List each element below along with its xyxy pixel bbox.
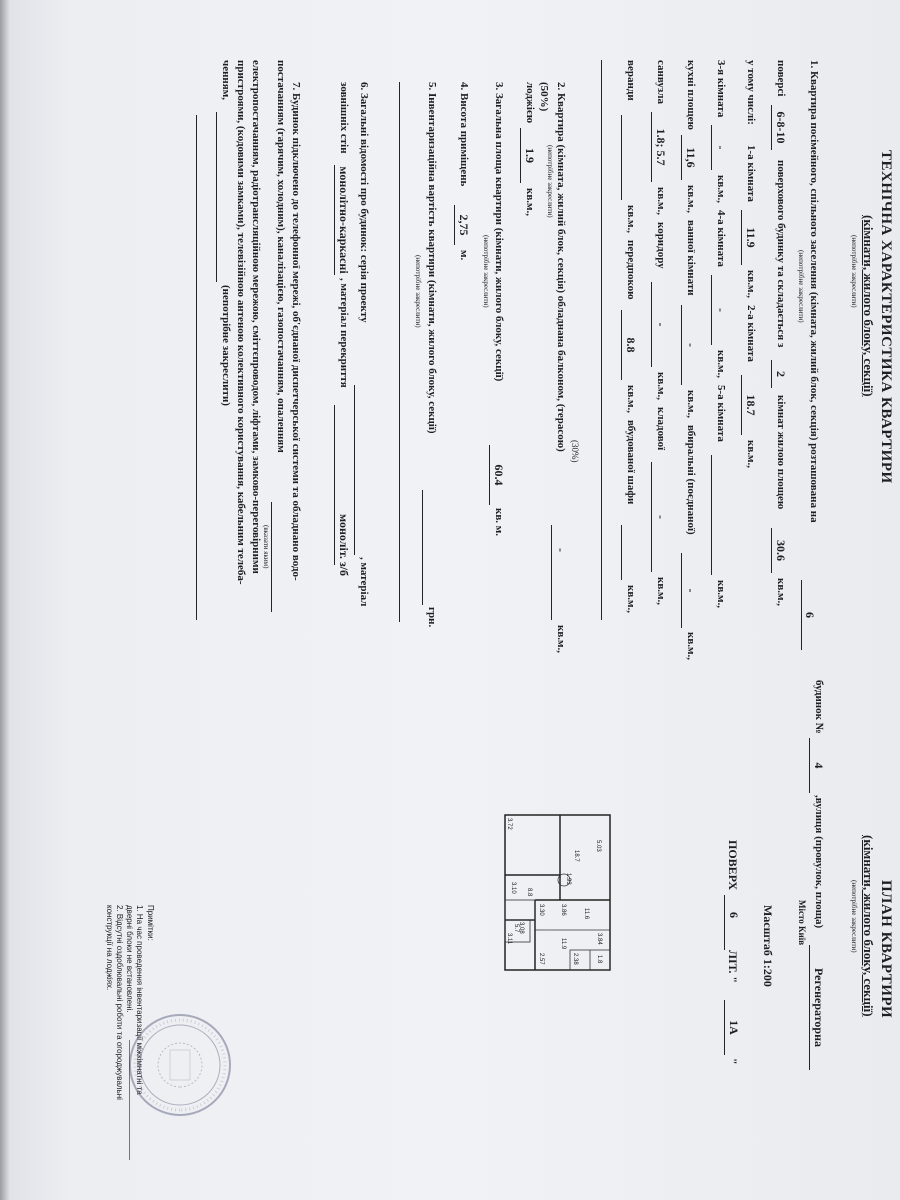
p7-line1: 7. Будинок підключено до телефонної мережі, об'єднаної диспетчерської системи та обладнано водо- (290, 82, 302, 581)
veranda-label: веранди (625, 60, 637, 101)
p7-unneeded: (непотрібне закреслити) (220, 285, 232, 406)
wc-label: вбиральні (поєднаної) (685, 425, 697, 535)
storage-unit: кв.м., (655, 577, 667, 606)
p2-loggia-label: лоджією (524, 82, 536, 124)
bath-label: ванної кімнати (685, 220, 697, 296)
plan-room-1: 18.7 (573, 850, 579, 862)
room2-value: 18.7 (744, 394, 758, 416)
room1-label: 1-а кімната (745, 145, 757, 202)
sanuzel-label: санвузла (655, 60, 667, 105)
p5-text: 5. Інвентаризаційна вартість квартири (кімнати, жилого блоку, секції) (426, 82, 438, 434)
plan-dim-3: 3.30 (538, 904, 544, 916)
total-area-unit: кв. м. (493, 508, 505, 537)
plan-dim-5: 3.86 (560, 904, 566, 916)
living-area: 30.6 (774, 540, 788, 561)
plan-subtitle-note: (непотрібне закреслити) (850, 880, 858, 953)
p7-line3: електропостачанням, радіотрансляційною мережою, сміттєпроводом, ліфтами, замково-переговірними (250, 60, 262, 574)
building-label: будинок № (813, 680, 825, 734)
p1-text: 1. Квартира посімейного, спільного заселення (кімната, жилий блок, секція) розташована на (808, 60, 820, 523)
plan-dim-10: 3.84 (596, 933, 602, 945)
p6-walls-label: зовнішніх стін (338, 82, 350, 154)
room4-unit: кв.м., (715, 350, 727, 379)
p1-text3: кімнат жилою площею (775, 395, 787, 510)
storage-label: кладової (655, 407, 667, 451)
lit-end: " (726, 1058, 740, 1065)
plan-walls (505, 815, 610, 970)
room1-value: 11.9 (744, 227, 758, 248)
rooms-count: 2 (774, 371, 788, 377)
tech-title: ТЕХНІЧНА ХАРАКТЕРИСТИКА КВАРТИРИ (878, 150, 894, 484)
building-no: 4 (812, 762, 826, 769)
note-2: 2. Відсутні оздоблювальні роботи та огороджувальні (115, 905, 124, 1100)
plan-subtitle: (кімнати, жилого блоку, секції) (861, 835, 876, 1017)
corridor-unit: кв.м., (655, 372, 667, 401)
p5-unit: грн. (426, 607, 438, 628)
sanuzel-unit: кв.м., (655, 187, 667, 216)
plan-dim-8: 2.57 (538, 953, 544, 965)
plan-floor: 6 (727, 912, 741, 918)
bath-unit: кв.м., (685, 390, 697, 419)
p2-text: 2. Квартира (кімната, жилий блок, секція) обладнана балконом, (терасою) (555, 82, 567, 452)
room1-unit: кв.м., (745, 270, 757, 299)
street-label: ,вулиця (провулок, площа) (813, 795, 825, 929)
p6-text: 6. Загальні відомості про будинок: серія проекту (358, 82, 370, 323)
room4-label: 4-а кімната (715, 210, 727, 267)
floor-plan (490, 810, 620, 975)
lit-label: ЛІТ. " (726, 950, 740, 984)
round-stamp (125, 1010, 235, 1120)
p5-note: (непотрібне закреслити) (414, 255, 422, 328)
p1-note: (непотрібне закреслити) (797, 250, 805, 323)
plan-title: ПЛАН КВАРТИРИ (878, 880, 894, 1019)
notes-title: Примітки: (146, 905, 155, 941)
room5-unit: кв.м., (715, 580, 727, 609)
plan-floor-label: ПОВЕРХ (726, 840, 740, 891)
kitchen-label: кухні площею (685, 60, 697, 130)
p2-note: (непотрібне закреслити) (546, 145, 554, 218)
wardrobe-unit: кв.м., (625, 585, 637, 614)
plan-dim-2: 3.72 (506, 818, 512, 830)
note-1b: дверні блоки не встановлені. (125, 905, 134, 1013)
city: Місто Київ (797, 900, 807, 946)
p3-note: (непотрібне закреслити) (482, 235, 490, 308)
p6-walls: монолітно-каркасні (337, 166, 351, 274)
p7-spec-note: (вказати яким) (262, 525, 270, 569)
p7-line2: постачанням (гарячим, холодним), каналізацією, газопостачанням, опаленням (275, 60, 287, 453)
tech-subtitle: (кімнати, жилого блоку, секції) (861, 215, 876, 397)
plan-room-3: 8.8 (526, 888, 532, 897)
floor-label: поверсі (775, 60, 787, 97)
p7-line4: пристроями, (кодовими замками), телевізійною антеною колективного користування, кабельним телеба- (235, 60, 247, 585)
hall-value: 8.8 (624, 337, 638, 353)
plan-dim-9: 3.11 (506, 933, 512, 945)
p2-percent: (30%) (570, 440, 580, 463)
plan-dim-1: 5.03 (595, 840, 601, 852)
tech-subtitle-note: (непотрібне закреслити) (850, 235, 858, 308)
plan-room-2: 11.6 (583, 908, 589, 920)
height-unit: м. (458, 250, 470, 261)
incl-label: у тому числі: (745, 60, 757, 125)
room5-label: 5-а кімната (715, 385, 727, 442)
hall-label: передпокою (625, 240, 637, 300)
room3-value: - (714, 145, 728, 150)
plan-dim-11: 1.93 (565, 873, 571, 885)
height-value: 2,75 (457, 214, 471, 236)
room2-unit: кв.м., (745, 440, 757, 469)
total-area: 60.4 (492, 464, 506, 486)
p4-text: 4. Висота приміщень (458, 82, 470, 187)
plan-room-5: 1.8 (596, 955, 602, 964)
p6-material: , матеріал (358, 557, 370, 607)
corridor-value: - (654, 322, 668, 327)
wardrobe-label: вбудованої шафи (625, 420, 637, 505)
sanuzel-value: 1.8; 5.7 (654, 128, 668, 166)
plan-dim-6: 3.08 (518, 922, 524, 934)
p7-line5: ченням, (220, 60, 232, 100)
plan-dim-7: 2.38 (572, 953, 578, 965)
scale: Масштаб 1:200 (761, 905, 775, 987)
p6-floor: моноліт. з/б (337, 514, 351, 576)
p6-floor-label: , матеріал перекриття (338, 278, 350, 388)
wc-value: - (684, 588, 698, 593)
kitchen-value: 11,6 (684, 147, 698, 168)
hall-unit: кв.м., (625, 385, 637, 414)
corridor-label: коридору (655, 222, 667, 269)
veranda-unit: кв.м., (625, 205, 637, 234)
lit-value: 1А (727, 1020, 741, 1035)
p1-floor: 6 (803, 612, 817, 618)
wc-unit: кв.м., (685, 632, 697, 661)
note-2b: конструкції на лоджіях. (105, 905, 114, 991)
plan-room-4: 11.9 (560, 938, 566, 950)
room3-unit: кв.м., (715, 175, 727, 204)
room2-label: 2-а кімната (745, 305, 757, 362)
storage-value: - (654, 515, 668, 519)
bath-value: - (684, 343, 698, 347)
p2-loggia-pct: (50%) (538, 82, 550, 112)
room3-label: 3-я кімната (715, 60, 727, 118)
floors-value: 6-8-10 (774, 111, 788, 144)
living-area-unit: кв.м., (775, 578, 787, 607)
plan-dim-4: 3.10 (510, 882, 516, 894)
note-1: 1. На час проведення інвентаризації міжкімнатні та (135, 905, 144, 1095)
street-value: Регенераторна (812, 967, 826, 1048)
p2-loggia-unit: кв.м., (524, 188, 536, 217)
p1-text2: поверхового будинку та складається з (775, 160, 787, 348)
p2-unit: кв.м., (555, 625, 567, 654)
p2-loggia-value: 1.9 (523, 148, 537, 163)
p3-text: 3. Загальна площа квартири (кімнати, жилого блоку, секції) (493, 82, 505, 382)
kitchen-unit: кв.м., (685, 185, 697, 214)
plan-room-6: 5.7 (513, 924, 519, 933)
room4-value: - (714, 308, 728, 312)
p2-value: - (554, 548, 568, 552)
